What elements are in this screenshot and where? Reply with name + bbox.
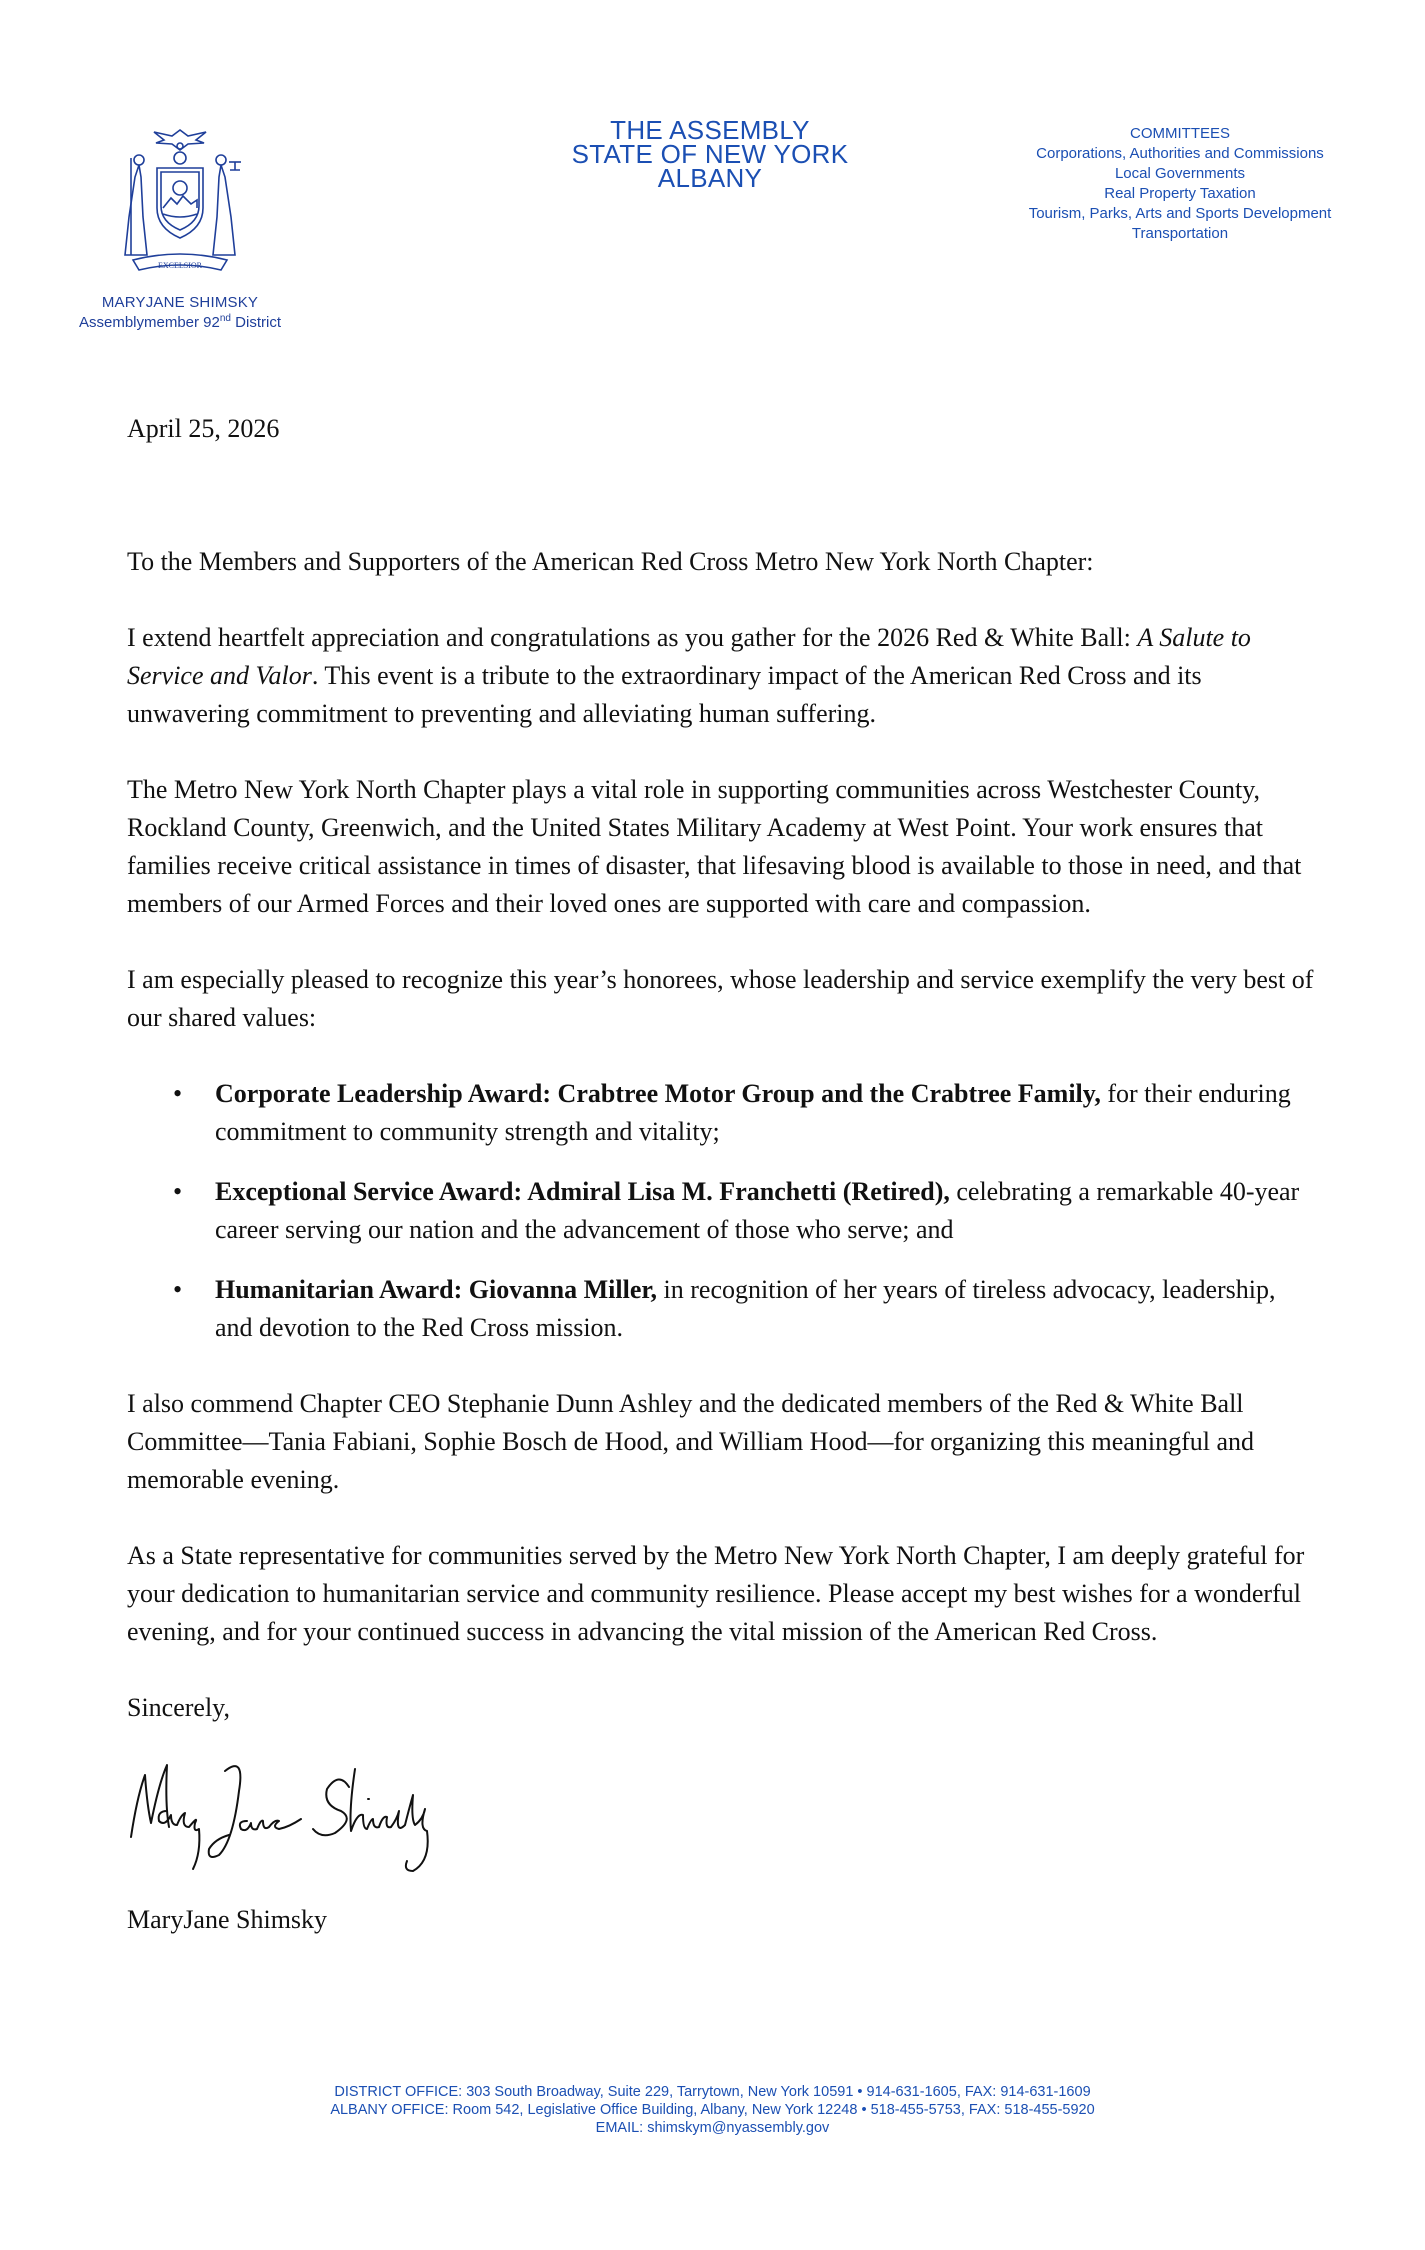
email[interactable]: EMAIL: shimskym@nyassembly.gov [595, 2120, 830, 2136]
list-item: • Exceptional Service Award: Admiral Lisa M. Franchetti (Retired), celebrating a remarkable 40-year career serving our nation and the advancement of those who serve; and [173, 1177, 1300, 1244]
albany-office: ALBANY OFFICE: Room 542, Legislative Office Building, Albany, New York 12248 • 518-455-5753, FAX: 518-455-5920 [330, 2102, 1095, 2118]
assembly-line3: ALBANY [657, 163, 763, 193]
committee-item: Transportation [1131, 225, 1229, 242]
paragraph-5: As a State representative for communities served by the Metro New York North Chapter, I am deeply grateful for your dedication to humanitarian service and community resilience. Please accept my best wishes for a wonderful evening, and for your continued success in advancing the vital mission of the American Red Cross. [127, 1541, 1305, 1646]
assembly-line1: THE ASSEMBLY [610, 115, 810, 145]
letterhead-left [60, 120, 300, 331]
signature-icon [117, 1741, 477, 1891]
seal-motto: EXCELSIOR [158, 261, 202, 270]
award-name: Corporate Leadership Award: Crabtree Motor Group and the Crabtree Family, [215, 1079, 1101, 1108]
paragraph-3: I am especially pleased to recognize this year’s honorees, whose leadership and service exemplify the very best of our shared values: [127, 965, 1314, 1032]
salutation: To the Members and Supporters of the American Red Cross Metro New York North Chapter: [127, 547, 1094, 576]
list-item: • Corporate Leadership Award: Crabtree Motor Group and the Crabtree Family, for their enduring commitment to community strength and vitality; [173, 1079, 1291, 1146]
letter-body [127, 410, 1317, 1939]
signature [117, 1741, 1317, 1891]
committee-item: Local Governments [1114, 165, 1246, 182]
ny-state-seal-icon [105, 120, 255, 280]
committees-list [990, 124, 1370, 244]
closing: Sincerely, [127, 1693, 230, 1722]
district-office: DISTRICT OFFICE: 303 South Broadway, Suite 229, Tarrytown, New York 10591 • 914-631-1605, FAX: 914-631-1609 [334, 2084, 1091, 2100]
assembly-line2: STATE OF NEW YORK [571, 139, 849, 169]
award-name: Exceptional Service Award: Admiral Lisa M. Franchetti (Retired), [215, 1177, 950, 1206]
member-title: Assemblymember 92nd District [78, 313, 281, 331]
honorees-list [127, 1075, 1317, 1347]
member-name: MARYJANE SHIMSKY [101, 294, 259, 311]
list-item: • Humanitarian Award: Giovanna Miller, in recognition of her years of tireless advocacy, leadership, and devotion to the Red Cross mission. [173, 1275, 1276, 1342]
committee-item: Corporations, Authorities and Commissions [1036, 145, 1324, 162]
committees-heading: COMMITTEES [1130, 125, 1230, 142]
committee-item: Tourism, Parks, Arts and Sports Development [1028, 205, 1332, 222]
committee-item: Real Property Taxation [1104, 185, 1256, 202]
footer [0, 2083, 1425, 2137]
letter-date: April 25, 2026 [127, 414, 280, 443]
paragraph-2: The Metro New York North Chapter plays a vital role in supporting communities across Westchester County, Rockland County, Greenwich, and the United States Military Academy at West Point. Your work ensures that families receive critical assistance in times of disaster, that lifesaving blood is available to those in need, and that members of our Armed Forces and their loved ones are supported with care and compassion. [127, 775, 1302, 918]
signer-name: MaryJane Shimsky [127, 1905, 328, 1934]
award-name: Humanitarian Award: Giovanna Miller, [215, 1275, 658, 1304]
paragraph-1: I extend heartfelt appreciation and congratulations as you gather for the 2026 Red & White Ball: A Salute to Service and Valor. This event is a tribute to the extraordinary impact of the American Red Cross and its unwavering commitment to preventing and alleviating human suffering. [127, 623, 1251, 728]
event-name: A Salute to Service and Valor [127, 623, 1251, 690]
assembly-title [505, 115, 915, 193]
paragraph-4: I also commend Chapter CEO Stephanie Dunn Ashley and the dedicated members of the Red & White Ball Committee—Tania Fabiani, Sophie Bosch de Hood, and William Hood—for organizing this meaningful and memorable evening. [127, 1389, 1254, 1494]
